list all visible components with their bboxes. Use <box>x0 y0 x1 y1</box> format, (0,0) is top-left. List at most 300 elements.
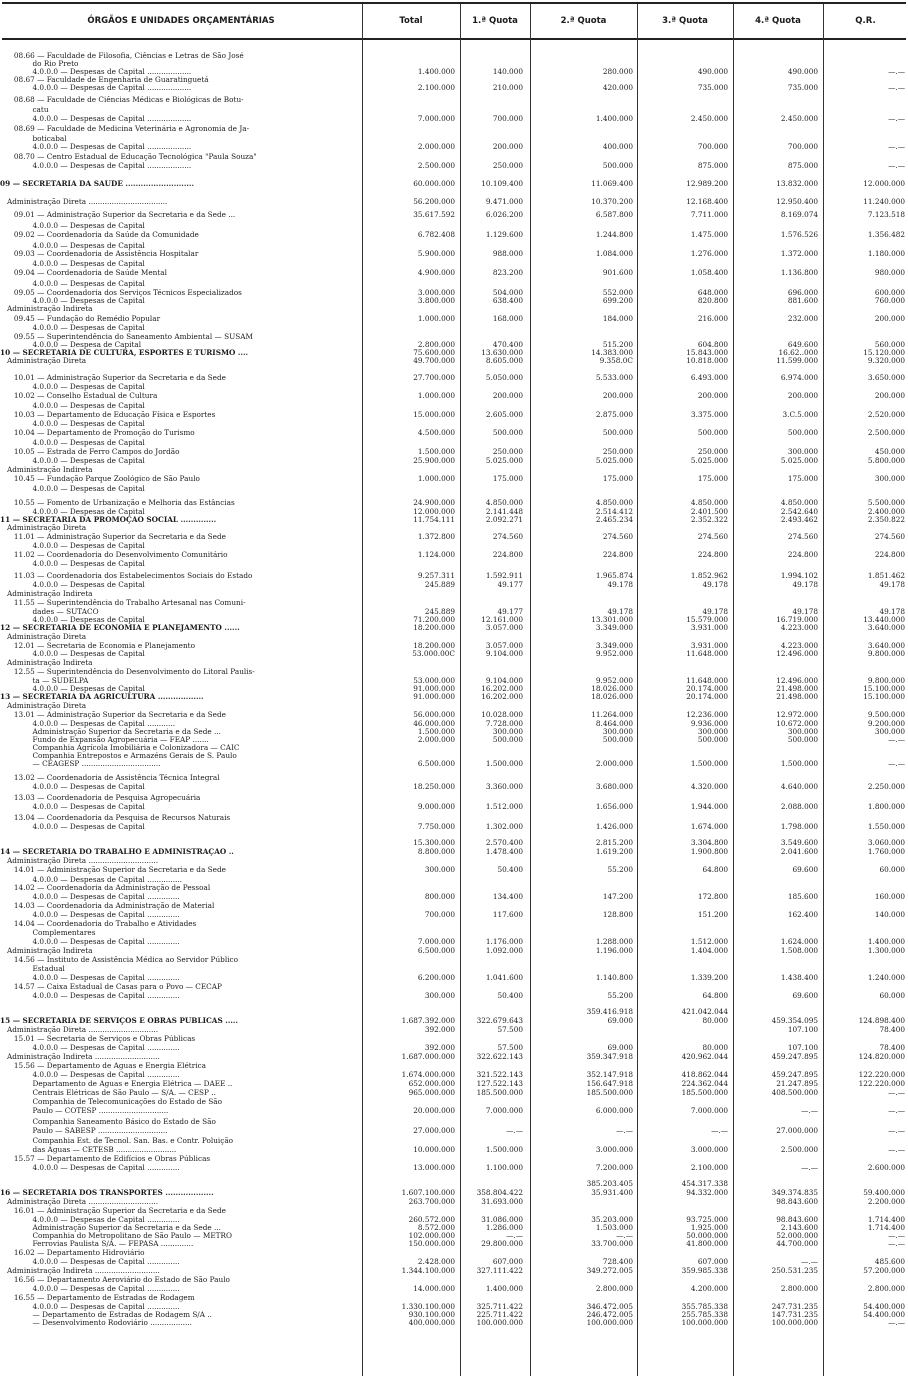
row-value: 1.852.962 <box>690 571 728 580</box>
row-value: 91.000.000 <box>413 684 455 693</box>
row-value: 454.317.338 <box>681 1179 728 1188</box>
row-value: 10.000.000 <box>413 1145 455 1154</box>
row-label: Administração Indireta <box>0 947 93 955</box>
row-value: 15.100.000 <box>863 684 905 693</box>
row-value: 46.000.000 <box>413 719 455 728</box>
row-value: 41.800.000 <box>686 1239 728 1248</box>
header-quota-1: 1.ª Quota <box>472 16 518 26</box>
row-value: 1.339.200 <box>690 973 728 982</box>
row-label: Estadual <box>0 965 65 973</box>
row-value: 359.347.918 <box>586 1052 633 1061</box>
row-value: 9.471.000 <box>485 197 523 206</box>
row-value: 185.500.000 <box>476 1088 523 1097</box>
row-value: 255.785.338 <box>681 1310 728 1319</box>
row-value: 1.619.200 <box>595 847 633 856</box>
row-value: 245.889 <box>424 607 455 616</box>
row-value: 122.220.000 <box>858 1079 905 1088</box>
row-value: 69.600 <box>792 991 818 1000</box>
row-value: 4.850.000 <box>780 498 818 507</box>
row-value: 1.400.000 <box>867 937 905 946</box>
row-label: Administração Indireta <box>0 466 93 474</box>
row-label: Fundo de Expansão Agropecuária — FEAP ....... <box>0 736 209 744</box>
row-value: 1.372.000 <box>780 249 818 258</box>
row-value: 700.000 <box>424 910 455 919</box>
row-value: 322.622.143 <box>476 1052 523 1061</box>
row-value: 2.100.000 <box>417 83 455 92</box>
row-value: 21.498.000 <box>776 684 818 693</box>
row-value: 49.700.000 <box>413 356 455 365</box>
row-label: Administração Indireta <box>0 659 93 667</box>
row-value: —.— <box>888 161 905 170</box>
row-label: 4.0.0.0 — Despesas de Capital .............. <box>0 1044 180 1052</box>
row-label: Administração Direta .................................. <box>0 198 168 206</box>
row-value: 1.925.000 <box>690 1223 728 1232</box>
row-label: 4.0.0.0 — Despesas de Capital ................... <box>0 115 192 123</box>
row-value: 1.400.000 <box>485 1284 523 1293</box>
row-value: 300.000 <box>424 865 455 874</box>
row-value: 80.000 <box>702 1016 728 1025</box>
row-value: 400.000.000 <box>408 1318 455 1327</box>
row-label: 16.01 — Administração Superior da Secretaria e da Sede <box>0 1207 226 1215</box>
row-label: Administração Indireta ............................ <box>0 1267 160 1275</box>
row-value: 7.750.000 <box>417 822 455 831</box>
row-label: 09.05 — Coordenadoria dos Serviços Técnicos Especializados <box>0 289 242 297</box>
row-value: 1.286.000 <box>485 1223 523 1232</box>
row-value: 2.041.600 <box>780 847 818 856</box>
row-label: 16.55 — Departamento de Estradas de Rodagem <box>0 1294 195 1302</box>
row-label: 15.56 — Departamento de Águas e Energia Elétrica <box>0 1062 206 1070</box>
row-label: das Águas — CETESB .......................... <box>0 1146 177 1154</box>
row-value: 15.579.000 <box>686 615 728 624</box>
row-value: 200.000 <box>602 391 633 400</box>
row-value: 4.500.000 <box>417 428 455 437</box>
row-value: 2.092.271 <box>485 515 523 524</box>
row-value: 200.000 <box>492 391 523 400</box>
row-value: 274.560 <box>697 532 728 541</box>
row-value: 359.416.918 <box>586 1007 633 1016</box>
row-label: Companhia de Telecomunicações do Estado de São <box>0 1098 222 1106</box>
row-value: 55.200 <box>607 991 633 1000</box>
row-value: 7.728.000 <box>485 719 523 728</box>
row-value: 64.800 <box>702 991 728 1000</box>
row-label: 10.55 — Fomento de Urbanização e Melhoria das Estâncias <box>0 499 235 507</box>
row-value: 93.725.000 <box>686 1215 728 1224</box>
row-label: 11.55 — Superintendência do Trabalho Artesanal nas Comuni- <box>0 599 246 607</box>
row-value: 162.400 <box>787 910 818 919</box>
row-value: 2.600.000 <box>867 1163 905 1172</box>
row-value: 1.550.000 <box>867 822 905 831</box>
row-value: 421.042.044 <box>681 1007 728 1016</box>
row-label: 4.0.0.0 — Despesas de Capital <box>0 581 145 589</box>
row-value: 50.400 <box>497 991 523 1000</box>
row-value: 3.800.000 <box>417 296 455 305</box>
row-value: 1.058.400 <box>690 268 728 277</box>
row-value: 500.000 <box>787 735 818 744</box>
row-value: 2.465.234 <box>595 515 633 524</box>
row-value: 2.500.000 <box>867 428 905 437</box>
row-value: 5.050.000 <box>485 373 523 382</box>
row-value: 246.472.005 <box>586 1310 633 1319</box>
row-value: 4.320.000 <box>690 782 728 791</box>
row-value: 5.025.000 <box>780 456 818 465</box>
row-value: 1.196.000 <box>595 946 633 955</box>
row-value: 607.000 <box>697 1257 728 1266</box>
row-value: 2.250.000 <box>867 782 905 791</box>
row-label: 4.0.0.0 — Despesas de Capital <box>0 508 145 516</box>
row-value: 18.200.000 <box>413 641 455 650</box>
row-value: 1.674.000.000 <box>401 1070 455 1079</box>
row-label: Companhia Saneamento Básico do Estado de São <box>0 1118 216 1126</box>
row-value: 5.025.000 <box>690 456 728 465</box>
row-value: 408.500.000 <box>771 1088 818 1097</box>
row-value: 1.674.000 <box>690 822 728 831</box>
row-value: 459.354.095 <box>771 1016 818 1025</box>
row-label: 4.0.0.0 — Despesa de Capital <box>0 341 142 349</box>
row-value: 352.147.918 <box>586 1070 633 1079</box>
row-value: 9.320.000 <box>867 356 905 365</box>
row-value: 15.843.000 <box>686 348 728 357</box>
row-value: 1.092.000 <box>485 946 523 955</box>
row-value: 470.400 <box>492 340 523 349</box>
row-value: 3.375.000 <box>690 410 728 419</box>
row-value: 107.100 <box>787 1025 818 1034</box>
row-value: 9.257.311 <box>417 571 455 580</box>
row-value: 44.700.000 <box>776 1239 818 1248</box>
row-value: 185.500.000 <box>586 1088 633 1097</box>
row-value: 185.500.000 <box>681 1088 728 1097</box>
row-value: 500.000 <box>697 428 728 437</box>
row-value: 78.400 <box>879 1043 905 1052</box>
row-value: 2.401.500 <box>690 507 728 516</box>
row-value: 147.200 <box>602 892 633 901</box>
row-value: 4.850.000 <box>690 498 728 507</box>
row-value: 224.800 <box>492 550 523 559</box>
row-value: 140.000 <box>492 67 523 76</box>
row-value: 1.129.600 <box>485 230 523 239</box>
row-value: 2.542.640 <box>780 507 818 516</box>
row-value: 6.500.000 <box>417 759 455 768</box>
row-value: 27.000.000 <box>413 1126 455 1135</box>
row-label: Administração Superior da Secretaria e da Sede ... <box>0 728 221 736</box>
row-label: 08.70 — Centro Estadual de Educação Tecnológica "Paula Souza" <box>0 153 257 161</box>
row-value: 100.000.000 <box>681 1318 728 1327</box>
row-label: 4.0.0.0 — Despesas de Capital ................... <box>0 162 192 170</box>
row-value: 649.600 <box>787 340 818 349</box>
row-value: 5.025.000 <box>485 456 523 465</box>
row-label: Administração Indireta <box>0 590 93 598</box>
row-label: 4.0.0.0 — Despesas de Capital <box>0 260 145 268</box>
row-label: 08.67 — Faculdade de Engenharia de Guaratinguetá <box>0 76 209 84</box>
row-value: 823.200 <box>492 268 523 277</box>
row-value: 7.000.000 <box>417 937 455 946</box>
row-value: 5.500.000 <box>867 498 905 507</box>
row-value: 9.936.000 <box>690 719 728 728</box>
row-value: 12.496.000 <box>776 676 818 685</box>
row-value: 4.223.000 <box>780 623 818 632</box>
row-label: 14 — SECRETARIA DO TRABALHO E ADMINISTRAÇÃO .. <box>0 848 234 856</box>
row-value: 54.400.000 <box>863 1310 905 1319</box>
row-value: 15.000.000 <box>413 410 455 419</box>
row-value: 1.714.400 <box>867 1215 905 1224</box>
row-value: 349.374.835 <box>771 1188 818 1197</box>
row-value: 1.176.000 <box>485 937 523 946</box>
row-value: 6.026.200 <box>485 210 523 219</box>
row-value: 9.800.000 <box>867 676 905 685</box>
row-value: 10.028.000 <box>481 710 523 719</box>
row-value: 1.944.000 <box>690 802 728 811</box>
header-quota-3: 3.ª Quota <box>662 16 708 26</box>
row-value: 100.000.000 <box>586 1318 633 1327</box>
row-value: 14.383.000 <box>591 348 633 357</box>
row-value: 2.400.000 <box>867 507 905 516</box>
row-value: 21.247.895 <box>776 1079 818 1088</box>
row-label: boticabal <box>0 135 67 143</box>
row-value: 8.800.000 <box>417 847 455 856</box>
row-label: 4.0.0.0 — Despesas de Capital <box>0 457 145 465</box>
row-label: Centrais Elétricas de São Paulo — S/A. — CESP .. <box>0 1089 216 1097</box>
row-value: 385.203.405 <box>586 1179 633 1188</box>
row-value: 322.679.643 <box>476 1016 523 1025</box>
row-value: 49.178 <box>607 607 633 616</box>
row-value: —.— <box>888 759 905 768</box>
row-label: 4.0.0.0 — Despesas de Capital <box>0 803 145 811</box>
row-label: 13.04 — Coordenadoria da Pesquisa de Recursos Naturais <box>0 814 231 822</box>
row-value: 2.500.000 <box>417 161 455 170</box>
row-value: 18.200.000 <box>413 623 455 632</box>
row-value: 2.428.000 <box>417 1257 455 1266</box>
row-value: 349.272.005 <box>586 1266 633 1275</box>
row-label: 4.0.0.0 — Despesas de Capital ............... <box>0 876 182 884</box>
row-value: 300.000 <box>602 727 633 736</box>
row-value: —.— <box>888 1318 905 1327</box>
row-value: 358.804.422 <box>476 1188 523 1197</box>
row-label: 10.04 — Departamento de Promoção do Turismo <box>0 429 195 437</box>
row-label: 09.02 — Coordenadoria da Saúde da Comunidade <box>0 231 199 239</box>
row-value: 15.300.000 <box>413 838 455 847</box>
row-label: 4.0.0.0 — Despesas de Capital <box>0 242 145 250</box>
row-label: 14.03 — Coordenadoria da Administração de Material <box>0 902 215 910</box>
row-value: 1.624.000 <box>780 937 818 946</box>
row-value: 2.143.600 <box>780 1223 818 1232</box>
row-value: 1.400.000 <box>417 67 455 76</box>
row-value: 2.141.448 <box>485 507 523 516</box>
row-value: —.— <box>506 1231 523 1240</box>
row-value: 1.503.000 <box>595 1223 633 1232</box>
row-value: 901.600 <box>602 268 633 277</box>
row-label: 16 — SECRETARIA DOS TRANSPORTES ................... <box>0 1189 214 1197</box>
row-label: 4.0.0.0 — Despesas de Capital .............. <box>0 1164 180 1172</box>
row-value: 1.356.482 <box>867 230 905 239</box>
row-value: 175.000 <box>787 474 818 483</box>
row-value: 1.330.100.000 <box>401 1302 455 1311</box>
row-label: 4.0.0.0 — Despesas de Capital .............. <box>0 911 180 919</box>
row-label: Administração Direta <box>0 702 87 710</box>
row-value: 560.000 <box>874 340 905 349</box>
row-value: 500.000 <box>697 735 728 744</box>
row-value: 16.202.000 <box>481 692 523 701</box>
row-label: 4.0.0.0 — Despesas de Capital <box>0 297 145 305</box>
row-value: 80.000 <box>702 1043 728 1052</box>
row-value: —.— <box>888 1088 905 1097</box>
row-value: 60.000 <box>879 991 905 1000</box>
row-value: 1.240.000 <box>867 973 905 982</box>
row-value: 184.000 <box>602 314 633 323</box>
row-value: 3.640.000 <box>867 623 905 632</box>
row-value: 27.000.000 <box>776 1126 818 1135</box>
row-value: 69.600 <box>792 865 818 874</box>
row-value: 420.000 <box>602 83 633 92</box>
row-label: Departamento de Águas e Energia Elétrica — DAEE .. <box>0 1080 233 1088</box>
row-value: 50.400 <box>497 865 523 874</box>
row-value: 16.202.000 <box>481 684 523 693</box>
row-value: 1.344.100.000 <box>401 1266 455 1275</box>
row-value: 1.592.911 <box>485 571 523 580</box>
row-value: 735.000 <box>697 83 728 92</box>
row-value: 2.088.000 <box>780 802 818 811</box>
row-value: 13.000.000 <box>413 1163 455 1172</box>
header-qr: Q.R. <box>855 16 876 26</box>
header-quota-4: 4.ª Quota <box>755 16 801 26</box>
row-value: 216.000 <box>697 314 728 323</box>
row-label: 11.02 — Coordenadoria do Desenvolvimento Comunitário <box>0 551 228 559</box>
row-label: 14.04 — Coordenadoria do Trabalho e Atividades <box>0 920 197 928</box>
row-value: 20.174.000 <box>686 684 728 693</box>
row-value: 49.178 <box>607 580 633 589</box>
row-value: 175.000 <box>492 474 523 483</box>
row-label: 09.04 — Coordenadoria de Saúde Mental <box>0 269 167 277</box>
row-value: 1.687.000.000 <box>401 1052 455 1061</box>
row-value: 965.000.000 <box>408 1088 455 1097</box>
row-value: 5.800.000 <box>867 456 905 465</box>
row-label: 11.03 — Coordenadoria dos Estabelecimentos Sociais do Estado <box>0 572 253 580</box>
row-label: 09.01 — Administração Superior da Secretaria e da Sede ... <box>0 211 236 219</box>
row-label: Administração Superior da Secretaria e da Sede ... <box>0 1224 221 1232</box>
row-value: 12.950.400 <box>776 197 818 206</box>
row-label: 4.0.0.0 — Despesas de Capital <box>0 324 145 332</box>
row-value: 75.600.000 <box>413 348 455 357</box>
row-value: 3.060.000 <box>867 838 905 847</box>
row-value: 988.000 <box>492 249 523 258</box>
row-value: 515.200 <box>602 340 633 349</box>
row-value: —.— <box>711 1126 728 1135</box>
row-value: 6.500.000 <box>417 946 455 955</box>
row-value: 20.000.000 <box>413 1106 455 1115</box>
row-value: 1.800.000 <box>867 802 905 811</box>
row-label: 4.0.0.0 — Despesas de Capital <box>0 222 145 230</box>
row-value: 156.647.918 <box>586 1079 633 1088</box>
row-label: 4.0.0.0 — Despesas de Capital <box>0 783 145 791</box>
row-label: 4.0.0.0 — Despesas de Capital .............. <box>0 992 180 1000</box>
row-value: 21.498.000 <box>776 692 818 701</box>
row-value: 500.000 <box>602 161 633 170</box>
row-value: 102.000.000 <box>408 1231 455 1240</box>
row-value: 930.100.000 <box>408 1310 455 1319</box>
row-value: 11.264.000 <box>591 710 633 719</box>
row-label: 14.57 — Caixa Estadual de Casas para o Povo — CECAP <box>0 983 222 991</box>
row-value: 500.000 <box>602 735 633 744</box>
top-rule <box>2 2 906 4</box>
row-value: 11.754.111 <box>413 515 455 524</box>
row-label: 16.02 — Departamento Hidroviário <box>0 1249 145 1257</box>
row-value: 3.680.000 <box>595 782 633 791</box>
row-value: 124.898.400 <box>858 1016 905 1025</box>
row-label: 4.0.0.0 — Despesas de Capital <box>0 560 145 568</box>
row-value: 1.100.000 <box>485 1163 523 1172</box>
row-value: 9.952.000 <box>595 676 633 685</box>
row-value: 400.000 <box>602 142 633 151</box>
row-value: 1.180.000 <box>867 249 905 258</box>
row-value: 57.500 <box>497 1043 523 1052</box>
row-label: 10.05 — Estrada de Ferro Campos do Jordão <box>0 448 180 456</box>
row-label: 08.66 — Faculdade de Filosofia, Ciências e Letras de São José <box>0 52 244 60</box>
row-value: —.— <box>801 1163 818 1172</box>
row-value: 69.000 <box>607 1043 633 1052</box>
row-value: 2.493.462 <box>780 515 818 524</box>
row-value: 2.500.000 <box>780 1145 818 1154</box>
row-value: 147.731.235 <box>771 1310 818 1319</box>
row-value: 1.900.800 <box>690 847 728 856</box>
row-value: 300.000 <box>697 727 728 736</box>
row-value: —.— <box>888 1106 905 1115</box>
row-value: 56.000.000 <box>413 710 455 719</box>
row-value: 3.304.800 <box>690 838 728 847</box>
row-value: 224.800 <box>874 550 905 559</box>
row-value: 300.000 <box>874 727 905 736</box>
row-label: 4.0.0.0 — Despesas de Capital ............ <box>0 720 176 728</box>
row-value: 14.000.000 <box>413 1284 455 1293</box>
row-value: 224.362.044 <box>681 1079 728 1088</box>
row-value: 3.931.000 <box>690 641 728 650</box>
row-label: Administração Direta .............................. <box>0 857 159 865</box>
row-value: 4.900.000 <box>417 268 455 277</box>
row-value: 3.000.000 <box>595 1145 633 1154</box>
row-value: 225.711.422 <box>476 1310 523 1319</box>
row-value: 10.109.400 <box>481 179 523 188</box>
header-orgaos: ÓRGÃOS E UNIDADES ORÇAMENTÁRIAS <box>87 16 275 26</box>
row-value: 5.900.000 <box>417 249 455 258</box>
row-value: 100.000.000 <box>771 1318 818 1327</box>
row-value: 300.000 <box>874 474 905 483</box>
row-value: 735.000 <box>787 83 818 92</box>
row-value: 638.400 <box>492 296 523 305</box>
row-label: 13.01 — Administração Superior da Secretaria e da Sede <box>0 711 226 719</box>
row-value: 49.178 <box>879 607 905 616</box>
row-value: 140.000 <box>874 910 905 919</box>
row-value: 274.560 <box>874 532 905 541</box>
row-value: 500.000 <box>492 735 523 744</box>
row-value: 69.000 <box>607 1016 633 1025</box>
row-value: —.— <box>888 1145 905 1154</box>
row-value: 49.178 <box>792 607 818 616</box>
row-value: —.— <box>888 67 905 76</box>
row-label: Ferrovias Paulista S/A. — FEPASA .............. <box>0 1240 194 1248</box>
row-value: 2.352.322 <box>690 515 728 524</box>
row-value: 2.800.000 <box>867 1284 905 1293</box>
row-value: 420.962.044 <box>681 1052 728 1061</box>
row-value: 11.069.400 <box>591 179 633 188</box>
row-value: 2.605.000 <box>485 410 523 419</box>
row-value: 700.000 <box>787 142 818 151</box>
row-value: 13.301.000 <box>591 615 633 624</box>
row-value: 151.200 <box>697 910 728 919</box>
row-value: 1.656.000 <box>595 802 633 811</box>
row-value: 274.560 <box>787 532 818 541</box>
row-value: 1.798.000 <box>780 822 818 831</box>
row-value: 820.800 <box>697 296 728 305</box>
row-value: 127.522.143 <box>476 1079 523 1088</box>
row-value: 392.000 <box>424 1043 455 1052</box>
row-label: 11 — SECRETARIA DA PROMOÇÃO SOCIAL .............. <box>0 516 217 524</box>
